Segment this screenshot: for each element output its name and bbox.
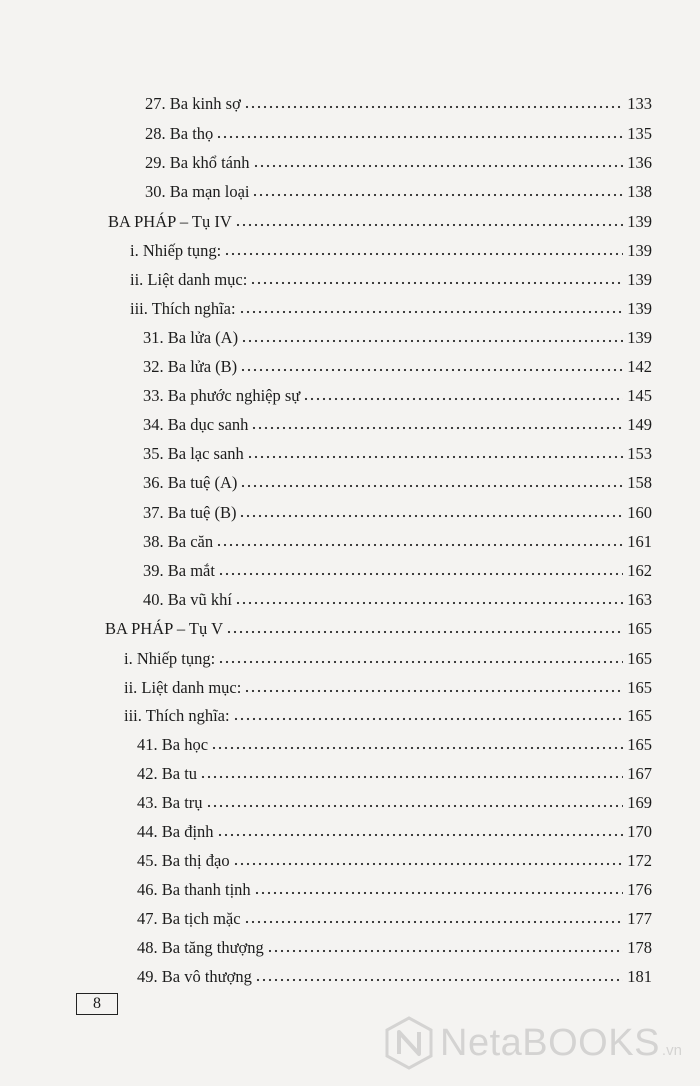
toc-entry-title: 34. Ba dục sanh [143, 415, 249, 434]
toc-entry-title: 46. Ba thanh tịnh [137, 880, 251, 899]
toc-entry [143, 380, 652, 406]
toc-dot-leader [218, 659, 623, 665]
toc-entry-page: 178 [627, 938, 652, 957]
toc-dot-leader [240, 483, 623, 489]
toc-entry-page: 153 [627, 444, 652, 463]
toc-entry-page: 170 [627, 822, 652, 841]
toc-entry-title: 27. Ba kinh sợ [145, 94, 241, 113]
toc-entry-page: 139 [627, 328, 652, 347]
toc-dot-leader [226, 629, 623, 635]
toc-entry [137, 787, 652, 813]
toc-entry-page: 142 [627, 357, 652, 376]
toc-entry [137, 758, 652, 784]
toc-entry [124, 672, 652, 698]
toc-dot-leader [216, 542, 623, 548]
toc-dot-leader [303, 396, 623, 402]
toc-entry-title: 30. Ba mạn loại [145, 182, 250, 201]
toc-entry [143, 555, 652, 581]
toc-dot-leader [218, 571, 623, 577]
toc-entry-page: 165 [627, 706, 652, 725]
toc-dot-leader [233, 861, 624, 867]
toc-entry-page: 181 [627, 967, 652, 986]
toc-entry-page: 139 [627, 212, 652, 231]
toc-entry-page: 139 [627, 299, 652, 318]
toc-entry [124, 643, 652, 669]
toc-entry-page: 165 [627, 735, 652, 754]
toc-entry-page: 139 [627, 270, 652, 289]
watermark [384, 1013, 682, 1073]
toc-dot-leader [255, 977, 623, 983]
toc-dot-leader [267, 948, 624, 954]
toc-entry-title: iii. Thích nghĩa: [124, 706, 230, 725]
toc-entry [108, 206, 652, 232]
toc-entry [143, 467, 652, 493]
toc-entry-page: 165 [627, 619, 652, 638]
toc-entry [143, 584, 652, 610]
toc-entry [137, 816, 652, 842]
toc-entry-title: 38. Ba căn [143, 532, 214, 551]
toc-entry [137, 961, 652, 987]
toc-entry-page: 136 [627, 153, 652, 172]
toc-dot-leader [217, 832, 624, 838]
toc-entry [145, 88, 652, 114]
toc-entry-title: 28. Ba thọ [145, 124, 214, 143]
toc-entry-title: 39. Ba mắt [143, 561, 215, 580]
toc-dot-leader [244, 919, 624, 925]
toc-dot-leader [251, 425, 623, 431]
toc-dot-leader [211, 745, 623, 751]
toc-dot-leader [247, 454, 623, 460]
toc-entry [137, 729, 652, 755]
toc-dot-leader [206, 803, 624, 809]
toc-entry-page: 158 [627, 473, 652, 492]
toc-entry-page: 167 [627, 764, 652, 783]
toc-entry-title: i. Nhiếp tụng: [130, 241, 222, 260]
toc-entry-page: 145 [627, 386, 652, 405]
toc-dot-leader [241, 338, 623, 344]
toc-dot-leader [254, 890, 624, 896]
toc-entry-title: 33. Ba phước nghiệp sự [143, 386, 301, 405]
toc-entry-title: 35. Ba lạc sanh [143, 444, 244, 463]
toc-entry [137, 903, 652, 929]
toc-entry-title: iii. Thích nghĩa: [130, 299, 236, 318]
toc-entry-title: ii. Liệt danh mục: [130, 270, 248, 289]
toc-entry-page: 162 [627, 561, 652, 580]
toc-entry-title: BA PHÁP – Tụ V [105, 619, 223, 638]
toc-entry-page: 160 [627, 503, 652, 522]
watermark-domain: .vn [661, 1041, 682, 1059]
toc-dot-leader [235, 600, 623, 606]
page-number: 8 [76, 993, 118, 1015]
toc-entry [130, 235, 652, 261]
toc-entry-page: 139 [627, 241, 652, 260]
toc-entry-title: 44. Ba định [137, 822, 214, 841]
toc-entry [143, 497, 652, 523]
toc-entry [143, 351, 652, 377]
toc-entry [145, 176, 652, 202]
toc-entry-page: 177 [627, 909, 652, 928]
toc-entry [130, 293, 652, 319]
toc-dot-leader [250, 280, 623, 286]
toc-entry [130, 264, 652, 290]
toc-dot-leader [224, 251, 623, 257]
toc-entry [143, 438, 652, 464]
toc-entry-title: ii. Liệt danh mục: [124, 678, 242, 697]
toc-entry-title: 40. Ba vũ khí [143, 590, 232, 609]
toc-dot-leader [244, 104, 623, 110]
toc-dot-leader [239, 309, 624, 315]
toc-entry-page: 172 [627, 851, 652, 870]
toc-entry [143, 322, 652, 348]
toc-entry-page: 163 [627, 590, 652, 609]
toc-dot-leader [233, 716, 624, 722]
toc-dot-leader [244, 688, 623, 694]
toc-entry-title: 42. Ba tu [137, 764, 198, 783]
toc-entry-title: 41. Ba học [137, 735, 209, 754]
toc-dot-leader [240, 367, 623, 373]
toc-entry [137, 932, 652, 958]
toc-entry [124, 700, 652, 726]
toc-entry-page: 135 [627, 124, 652, 143]
toc-entry-page: 161 [627, 532, 652, 551]
toc-entry [137, 874, 652, 900]
toc-dot-leader [239, 513, 623, 519]
toc-entry-page: 176 [627, 880, 652, 899]
toc-entry-title: 45. Ba thị đạo [137, 851, 230, 870]
toc-entry-title: 43. Ba trụ [137, 793, 203, 812]
toc-entry-page: 165 [627, 649, 652, 668]
toc-entry [137, 845, 652, 871]
toc-dot-leader [252, 192, 623, 198]
toc-entry [143, 526, 652, 552]
toc-entry-title: 37. Ba tuệ (B) [143, 503, 237, 522]
toc-entry-page: 138 [627, 182, 652, 201]
toc-entry-title: 31. Ba lửa (A) [143, 328, 239, 347]
watermark-brand: NetaBOOKS [440, 1021, 660, 1064]
toc-entry-title: 49. Ba vô thượng [137, 967, 252, 986]
toc-dot-leader [235, 222, 623, 228]
toc-entry-page: 165 [627, 678, 652, 697]
toc-entry [145, 147, 652, 173]
toc-entry-page: 133 [627, 94, 652, 113]
toc-entry-page: 169 [627, 793, 652, 812]
toc-dot-leader [253, 163, 624, 169]
toc-entry [105, 613, 652, 639]
toc-entry-title: 29. Ba khổ tánh [145, 153, 250, 172]
toc-entry [143, 409, 652, 435]
toc-entry [145, 118, 652, 144]
neta-logo-icon [384, 1016, 434, 1070]
toc-entry-title: 36. Ba tuệ (A) [143, 473, 238, 492]
toc-entry-title: BA PHÁP – Tụ IV [108, 212, 232, 231]
toc-entry-title: i. Nhiếp tụng: [124, 649, 216, 668]
toc-entry-title: 32. Ba lửa (B) [143, 357, 238, 376]
toc-entry-title: 47. Ba tịch mặc [137, 909, 241, 928]
toc-entry-title: 48. Ba tăng thượng [137, 938, 264, 957]
toc-dot-leader [216, 134, 623, 140]
toc-entry-page: 149 [627, 415, 652, 434]
toc-dot-leader [200, 774, 623, 780]
